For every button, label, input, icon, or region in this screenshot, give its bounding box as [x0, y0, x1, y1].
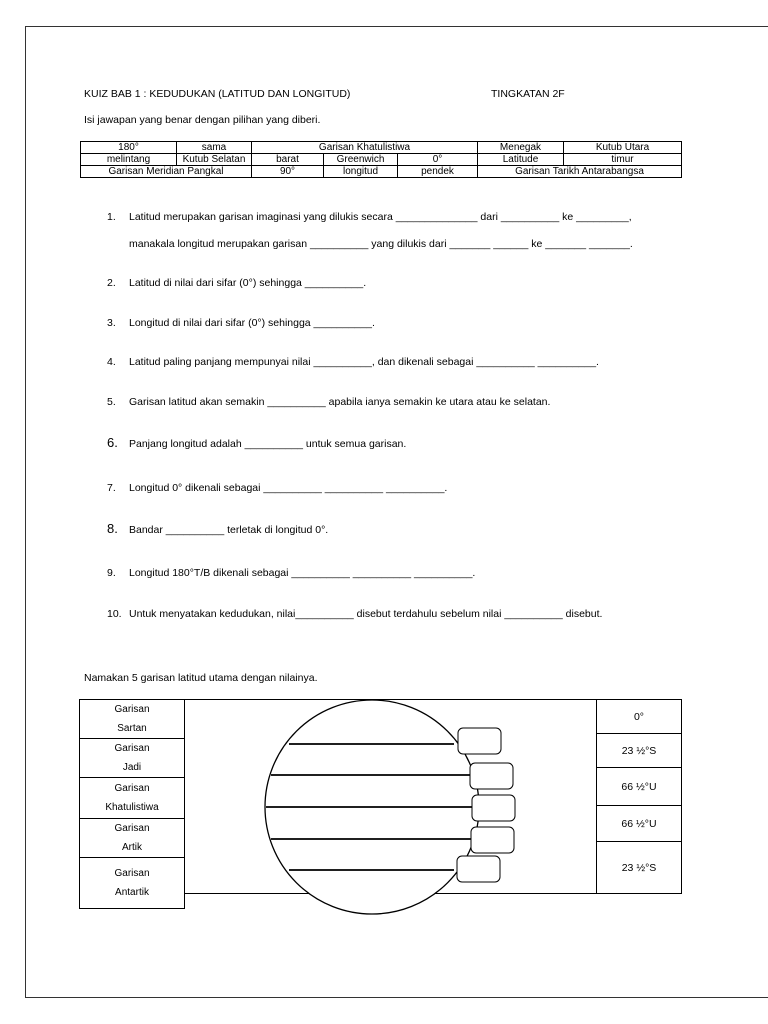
latitude-name-cell: Garisan Artik	[80, 819, 185, 858]
latitude-name-cell: Garisan Khatulistiwa	[80, 778, 185, 819]
word-cell: pendek	[398, 166, 478, 178]
globe-diagram	[184, 696, 596, 916]
answer-box[interactable]	[457, 856, 500, 882]
answer-box[interactable]	[471, 827, 514, 853]
latitude-names-table	[79, 699, 185, 909]
word-cell: 90°	[252, 166, 324, 178]
question-8: 8. Bandar __________ terletak di longitud 0°.	[107, 521, 329, 536]
word-cell: Kutub Utara	[564, 142, 682, 154]
word-cell: Latitude	[478, 154, 564, 166]
word-cell: Menegak	[478, 142, 564, 154]
latitude-value-cell: 66 ½°U	[597, 768, 682, 806]
word-cell: Garisan Tarikh Antarabangsa	[478, 166, 682, 178]
question-6: 6. Panjang longitud adalah __________ untuk semua garisan.	[107, 435, 407, 450]
answer-box[interactable]	[470, 763, 513, 789]
word-cell: sama	[177, 142, 252, 154]
latitude-values-table	[596, 699, 682, 894]
section2-title: Namakan 5 garisan latitud utama dengan nilainya.	[84, 672, 318, 684]
quiz-title: KUIZ BAB 1 : KEDUDUKAN (LATITUD DAN LONGITUD)	[84, 88, 351, 100]
word-cell: Kutub Selatan	[177, 154, 252, 166]
question-5: 5. Garisan latitud akan semakin __________ apabila ianya semakin ke utara atau ke selatan.	[107, 396, 551, 408]
form-label: TINGKATAN 2F	[491, 88, 565, 100]
word-cell: barat	[252, 154, 324, 166]
instruction: Isi jawapan yang benar dengan pilihan yang diberi.	[84, 114, 321, 126]
question-1-continued: manakala longitud merupakan garisan __________ yang dilukis dari _______ ______ ke _______ _______.	[129, 238, 633, 250]
word-cell: longitud	[324, 166, 398, 178]
question-1: 1. Latitud merupakan garisan imaginasi yang dilukis secara ______________ dari __________ ke _________,	[107, 211, 632, 223]
word-bank-table	[80, 141, 682, 178]
question-3: 3. Longitud di nilai dari sifar (0°) sehingga __________.	[107, 317, 375, 329]
latitude-name-cell: Garisan Antartik	[80, 858, 185, 909]
latitude-value-cell: 23 ½°S	[597, 842, 682, 894]
question-2: 2. Latitud di nilai dari sifar (0°) sehingga __________.	[107, 277, 367, 289]
answer-box[interactable]	[472, 795, 515, 821]
question-7: 7. Longitud 0° dikenali sebagai __________ __________ __________.	[107, 482, 448, 494]
question-4: 4. Latitud paling panjang mempunyai nilai __________, dan dikenali sebagai __________ __________.	[107, 356, 599, 368]
word-cell: 180°	[81, 142, 177, 154]
word-cell: timur	[564, 154, 682, 166]
latitude-value-cell: 23 ½°S	[597, 734, 682, 768]
latitude-value-cell: 0°	[597, 700, 682, 734]
latitude-value-cell: 66 ½°U	[597, 806, 682, 842]
answer-box[interactable]	[458, 728, 501, 754]
word-cell: Garisan Khatulistiwa	[252, 142, 478, 154]
latitude-name-cell: Garisan Jadi	[80, 739, 185, 778]
word-cell: Garisan Meridian Pangkal	[81, 166, 252, 178]
question-9: 9. Longitud 180°T/B dikenali sebagai __________ __________ __________.	[107, 567, 476, 579]
word-cell: 0°	[398, 154, 478, 166]
word-cell: melintang	[81, 154, 177, 166]
word-cell: Greenwich	[324, 154, 398, 166]
question-10: 10. Untuk menyatakan kedudukan, nilai__________ disebut terdahulu sebelum nilai __________ disebut.	[107, 608, 603, 620]
latitude-name-cell: Garisan Sartan	[80, 700, 185, 739]
